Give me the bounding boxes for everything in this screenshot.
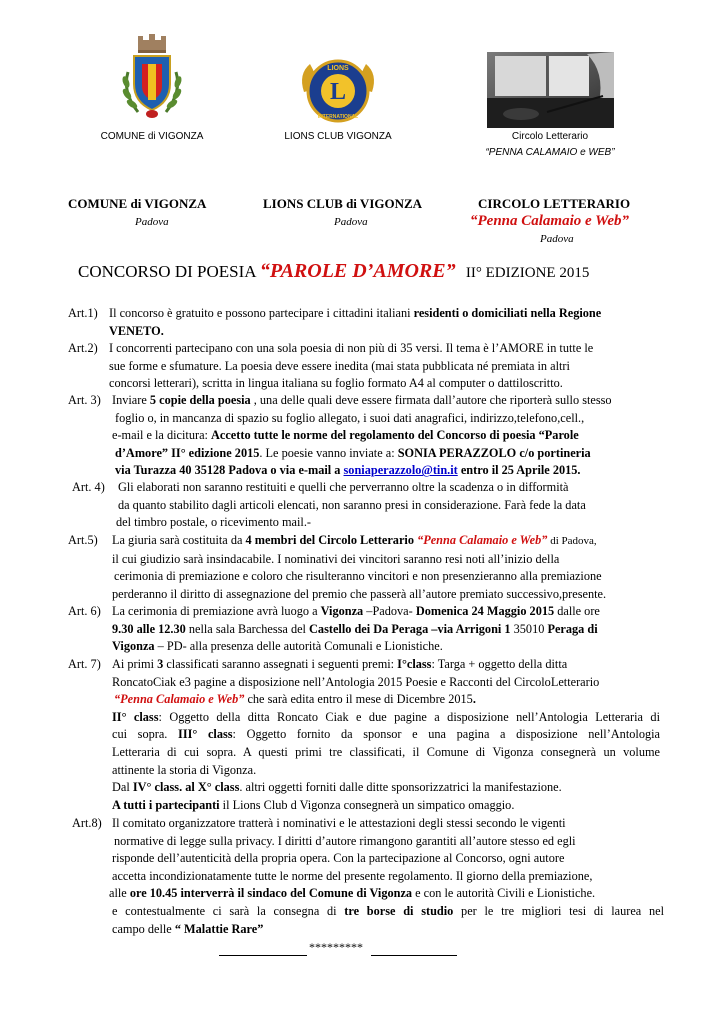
header-comune-sub: Padova — [135, 216, 169, 228]
art6-text-1: La cerimonia di premiazione avrà luogo a — [112, 604, 321, 618]
article-8 — [72, 815, 664, 938]
comune-logo-caption: COMUNE di VIGONZA — [100, 131, 204, 142]
article-8-number: Art.8) — [72, 816, 102, 830]
article-5-number: Art.5) — [68, 533, 98, 547]
circolo-caption-2-text: “PENNA CALAMAIO e WEB” — [485, 147, 615, 158]
art7-text-9: . altri oggetti forniti dalle ditte sponsorizzatrici la manifestazione. — [239, 780, 562, 795]
footer-rule-left — [219, 955, 307, 956]
art7-text-4: che sarà edita entro il mese di Dicembre 2015 — [244, 692, 473, 707]
art8-line-3: risponde dell’autenticità della propria opera. Con la partecipazione al Concorso, ogni autore — [112, 851, 565, 866]
header-comune: COMUNE di VIGONZA — [68, 196, 207, 211]
art7-text-6: cui sopra. — [112, 727, 179, 742]
art7-circolo-name: “Penna Calamaio e Web” — [114, 692, 245, 707]
lions-logo-caption: LIONS CLUB VIGONZA — [284, 131, 392, 142]
art6-text-4: nella sala Barchessa del — [185, 621, 310, 636]
article-2 — [68, 340, 660, 393]
circolo-caption-1: Circolo Letterario — [511, 131, 589, 142]
art3-bold-1: 5 copie della poesia — [149, 393, 251, 407]
art7-bold-5: III° class — [178, 727, 233, 742]
art8-line-1: Il comitato organizzatore tratterà i nominativi e le attestazioni degli stessi secondo le vigenti — [112, 816, 566, 830]
art8-bold-1: ore 10.45 interverrà il sindaco del Comune di Vigonza — [129, 886, 413, 901]
art7-bold-7: A tutti i partecipanti — [112, 797, 220, 812]
footer-rule-right — [371, 955, 457, 956]
circolo-photo — [487, 52, 614, 128]
art8-line-2: normative di legge sulla privacy. I diritti d’autore rimangono garantiti all’autore stesso ed egli — [114, 833, 576, 848]
art1-bold-2: VENETO. — [109, 323, 164, 338]
art6-bold-3: 9.30 alle 12.30 — [112, 621, 186, 636]
lions-letter: L — [329, 79, 347, 105]
art7-line-7: attinente la storia di Vigonza. — [112, 762, 257, 777]
title-prefix: CONCORSO DI POESIA — [78, 262, 256, 281]
header-circolo: CIRCOLO LETTERARIO — [478, 196, 631, 211]
article-2-number: Art.2) — [68, 341, 98, 355]
article-4-number: Art. 4) — [72, 480, 105, 494]
art7-bold-4: II° class — [112, 709, 159, 724]
lions-logo — [296, 54, 380, 128]
art8-line-4: accetta incondizionatamente tutte le norme del presente regolamento. Il giorno della premiazione, — [112, 868, 593, 883]
art3-text-4: . Le poesie vanno inviate a: — [259, 445, 398, 460]
art3-bold-7: entro il 25 Aprile 2015. — [457, 463, 581, 478]
lions-ring-bottom: INTERNATIONAL — [317, 114, 359, 120]
art7-line-6: Letteraria di cui sopra. A questi primi tre classificati, il Comune di Vigonza consegnerà un volume — [112, 744, 660, 759]
title-suffix: II° EDIZIONE 2015 — [465, 265, 590, 281]
header-lions: LIONS CLUB di VIGONZA — [263, 196, 423, 211]
art8-text-4: per le tre migliori tesi di laurea nel — [453, 903, 664, 918]
art7-text-5: : Oggetto della ditta Roncato Ciak e due pagine a disposizione nell’Antologia Letteraria di — [158, 709, 660, 724]
art7-text-10: il Lions Club d Vigonza consegnerà un simpatico omaggio. — [219, 797, 515, 812]
art7-text-7: : Oggetto fornito da sponsor e una pagina a disposizione nell’Antologia — [232, 727, 660, 742]
footer-stars: ********* — [309, 940, 363, 954]
art2-line-3: concorsi letterari), scritta in lingua italiana su foglio formato A4 al computer o dattiloscritto. — [109, 376, 563, 391]
email-link[interactable]: soniaperazzolo@tin.it — [343, 463, 458, 478]
article-7-number: Art. 7) — [68, 657, 101, 671]
art6-bold-4: Castello dei Da Peraga –via Arrigoni 1 — [309, 621, 511, 636]
art4-line-2: da quanto stabilito dagli articoli elencati, non saranno presi in considerazione. Farà fede la data — [118, 497, 586, 512]
art6-text-2: –Padova- — [363, 604, 416, 618]
art8-bold-3: “ Malattie Rare” — [174, 921, 264, 936]
art4-line-3: del timbro postale, o ricevimento mail.- — [116, 515, 311, 530]
art1-bold-1: residenti o domiciliati nella Regione — [413, 306, 602, 320]
article-1 — [68, 305, 660, 340]
article-6 — [68, 603, 660, 656]
art2-line-1: I concorrenti partecipano con una sola poesia di non più di 35 versi. Il tema è l’AMORE in tutte le — [109, 341, 594, 355]
art8-text-5: campo delle — [112, 921, 175, 936]
art3-bold-6: via Turazza 40 35128 Padova o via e-mail a — [115, 463, 344, 478]
article-4 — [72, 479, 664, 532]
art5-line-3: cerimonia di premiazione e coloro che risulteranno vincitori e non presenzieranno alla premiazione — [114, 569, 602, 584]
art5-text-1: La giuria sarà costituita da — [112, 533, 246, 547]
art7-line-2: RoncatoCiak e3 pagine a disposizione nell’Antologia 2015 Poesie e Racconti del CircoloLetterario — [112, 674, 600, 689]
art5-bold-1: 4 membri del Circolo Letterario — [245, 533, 418, 547]
art5-line-2: il cui giudizio sarà insindacabile. I nominativi dei vincitori saranno resi noti all’inizio della — [112, 551, 560, 566]
art3-text-2: , una delle quali deve essere firmata dall’autore che riporterà sullo stesso — [250, 393, 612, 407]
art6-text-6: – PD- alla presenza delle autorità Comunali e Lionistiche. — [154, 639, 443, 654]
article-5 — [68, 532, 660, 603]
art6-bold-2: Domenica 24 Maggio 2015 — [415, 604, 555, 618]
art3-line-2: foglio o, in mancanza di spazio su foglio allegato, i suoi dati anagrafici, indirizzo,telefono,cell., — [115, 410, 585, 425]
circolo-caption-2 — [460, 147, 640, 158]
page-title — [78, 260, 589, 283]
header-circolo-sub: Padova — [540, 233, 574, 245]
art7-bold-3: . — [472, 692, 476, 707]
art5-line-4: perderanno il diritto di assegnazione del premio che passerà all’autore premiato successivo,presente. — [112, 586, 607, 601]
art7-bold-2: I°class — [397, 657, 432, 671]
art7-text-1: Ai primi — [112, 657, 158, 671]
art8-text-3: e contestualmente ci sarà la consegna di — [112, 903, 345, 918]
article-3-number: Art. 3) — [68, 393, 101, 407]
art5-circolo-name: “Penna Calamaio e Web” — [417, 533, 548, 547]
art6-text-5: 35010 — [510, 621, 548, 636]
title-highlight: “PAROLE D’AMORE” — [259, 260, 456, 282]
comune-logo — [118, 32, 186, 122]
article-1-number: Art.1) — [68, 306, 98, 320]
art8-text-2: e con le autorità Civili e Lionistiche. — [412, 886, 596, 901]
art6-text-3: dalle ore — [554, 604, 600, 618]
art3-text-1: Inviare — [112, 393, 150, 407]
art3-bold-4: d’Amore” II° edizione 2015 — [115, 445, 260, 460]
article-6-number: Art. 6) — [68, 604, 101, 618]
art7-bold-6: IV° class. al X° class — [132, 780, 240, 795]
art8-bold-2: tre borse di studio — [344, 903, 454, 918]
art7-text-3: : Targa + oggetto della ditta — [431, 657, 568, 671]
art6-bold-1: Vigonza — [320, 604, 364, 618]
art7-bold-1: 3 — [157, 657, 164, 671]
art3-text-3: e-mail e la dicitura: — [112, 428, 212, 443]
lions-ring-top: LIONS — [327, 65, 349, 72]
art1-text-1: Il concorso è gratuito e possono partecipare i cittadini italiani — [109, 306, 414, 320]
art3-bold-3: Accetto tutte le norme del regolamento del Concorso di poesia “Parole — [211, 428, 579, 443]
art3-bold-5: SONIA PERAZZOLO c/o portineria — [397, 445, 591, 460]
art8-text-1: alle — [109, 886, 130, 901]
article-3 — [68, 392, 660, 480]
art2-line-2: sue forme e sfumature. La poesia deve essere inedita (mai stata pubblicata né premiata in altri — [109, 358, 570, 373]
article-7 — [68, 656, 660, 814]
header-circolo-name: “Penna Calamaio e Web” — [470, 213, 630, 229]
art4-line-1: Gli elaborati non saranno restituiti e quelli che perverranno oltre la scadenza o in difformità — [118, 480, 569, 494]
art7-text-8: Dal — [112, 780, 133, 795]
art6-bold-6: Vigonza — [112, 639, 155, 654]
art5-text-2: di Padova, — [547, 535, 597, 547]
art6-bold-5: Peraga di — [547, 621, 598, 636]
art7-text-2: classificati saranno assegnati i seguenti premi: — [163, 657, 398, 671]
header-lions-sub: Padova — [334, 216, 368, 228]
